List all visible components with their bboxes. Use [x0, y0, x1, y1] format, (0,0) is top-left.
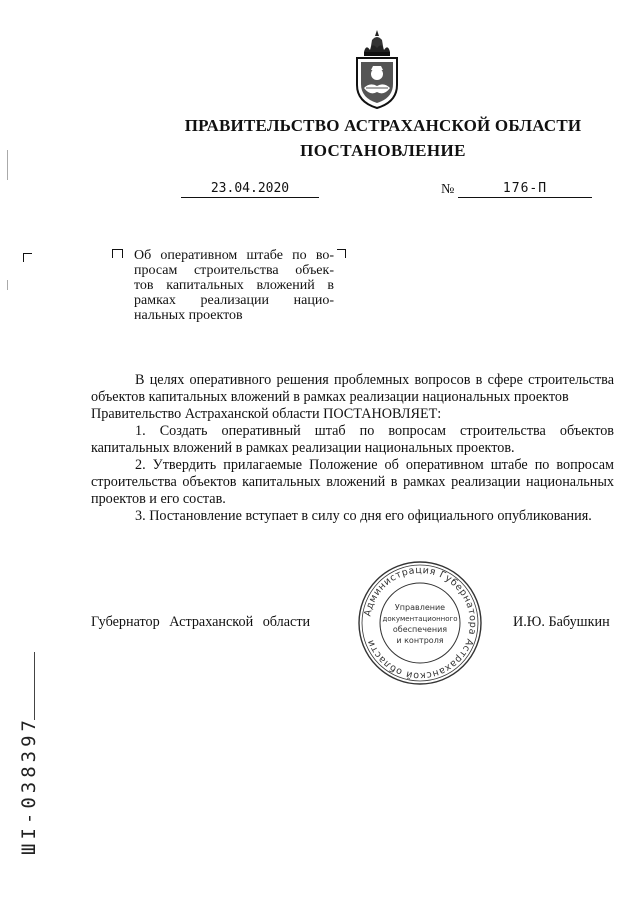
resolution-line: Правительство Астраханской области ПОСТАНОВЛЯЕТ: — [91, 406, 442, 422]
subject-line: тов капитальных вложений в — [134, 278, 334, 293]
subject-line: нальных проектов — [134, 308, 243, 323]
document-body — [91, 372, 614, 525]
seal-inner-line: обеспечения — [392, 625, 448, 634]
subject-line: Об оперативном штабе по во- — [134, 248, 334, 263]
item-paragraph: 2. Утвердить прилагаемые Положение об оперативном штабе по вопросам строительства объектов капитальных вложений в рамках реализации национальных проектов и его состав. — [91, 457, 614, 507]
coat-of-arms-icon — [352, 30, 402, 110]
seal-inner-line: документационного — [382, 615, 458, 623]
number-sign: № — [441, 182, 455, 197]
seal-inner-line: и контроля — [396, 636, 444, 645]
document-date: 23.04.2020 — [181, 181, 319, 198]
margin-mark — [7, 150, 8, 180]
margin-serial-number: ШI-038397 — [18, 716, 40, 855]
margin-line — [34, 652, 35, 720]
seal-outer-text: Администрация Губернатора Астраханской области — [362, 564, 479, 682]
corner-mark — [23, 253, 32, 262]
preamble-paragraph: В целях оперативного решения проблемных вопросов в сфере строительства объектов капитальных вложений в рамках реализации национальных проектов — [91, 372, 614, 405]
organization-title: ПРАВИТЕЛЬСТВО АСТРАХАНСКОЙ ОБЛАСТИ — [184, 116, 582, 135]
signatory-name: И.Ю. Бабушкин — [513, 614, 610, 630]
corner-mark — [119, 249, 123, 258]
document-subject — [134, 248, 334, 323]
subject-line: рамках реализации нацио- — [134, 293, 334, 308]
subject-line: просам строительства объек- — [134, 263, 334, 278]
signatory-title: Губернатор Астраханской области — [91, 614, 311, 630]
official-seal — [357, 560, 483, 686]
document-type: ПОСТАНОВЛЕНИЕ — [300, 141, 466, 160]
seal-inner-line: Управление — [394, 603, 446, 612]
document-number: 176-П — [458, 181, 592, 198]
item-paragraph: 1. Создать оперативный штаб по вопросам строительства объектов капитальных вложений в рамках реализации национальных проектов. — [91, 423, 614, 456]
corner-mark — [337, 249, 346, 258]
item-paragraph: 3. Постановление вступает в силу со дня его официального опубликования. — [135, 508, 592, 524]
margin-mark — [7, 280, 8, 290]
